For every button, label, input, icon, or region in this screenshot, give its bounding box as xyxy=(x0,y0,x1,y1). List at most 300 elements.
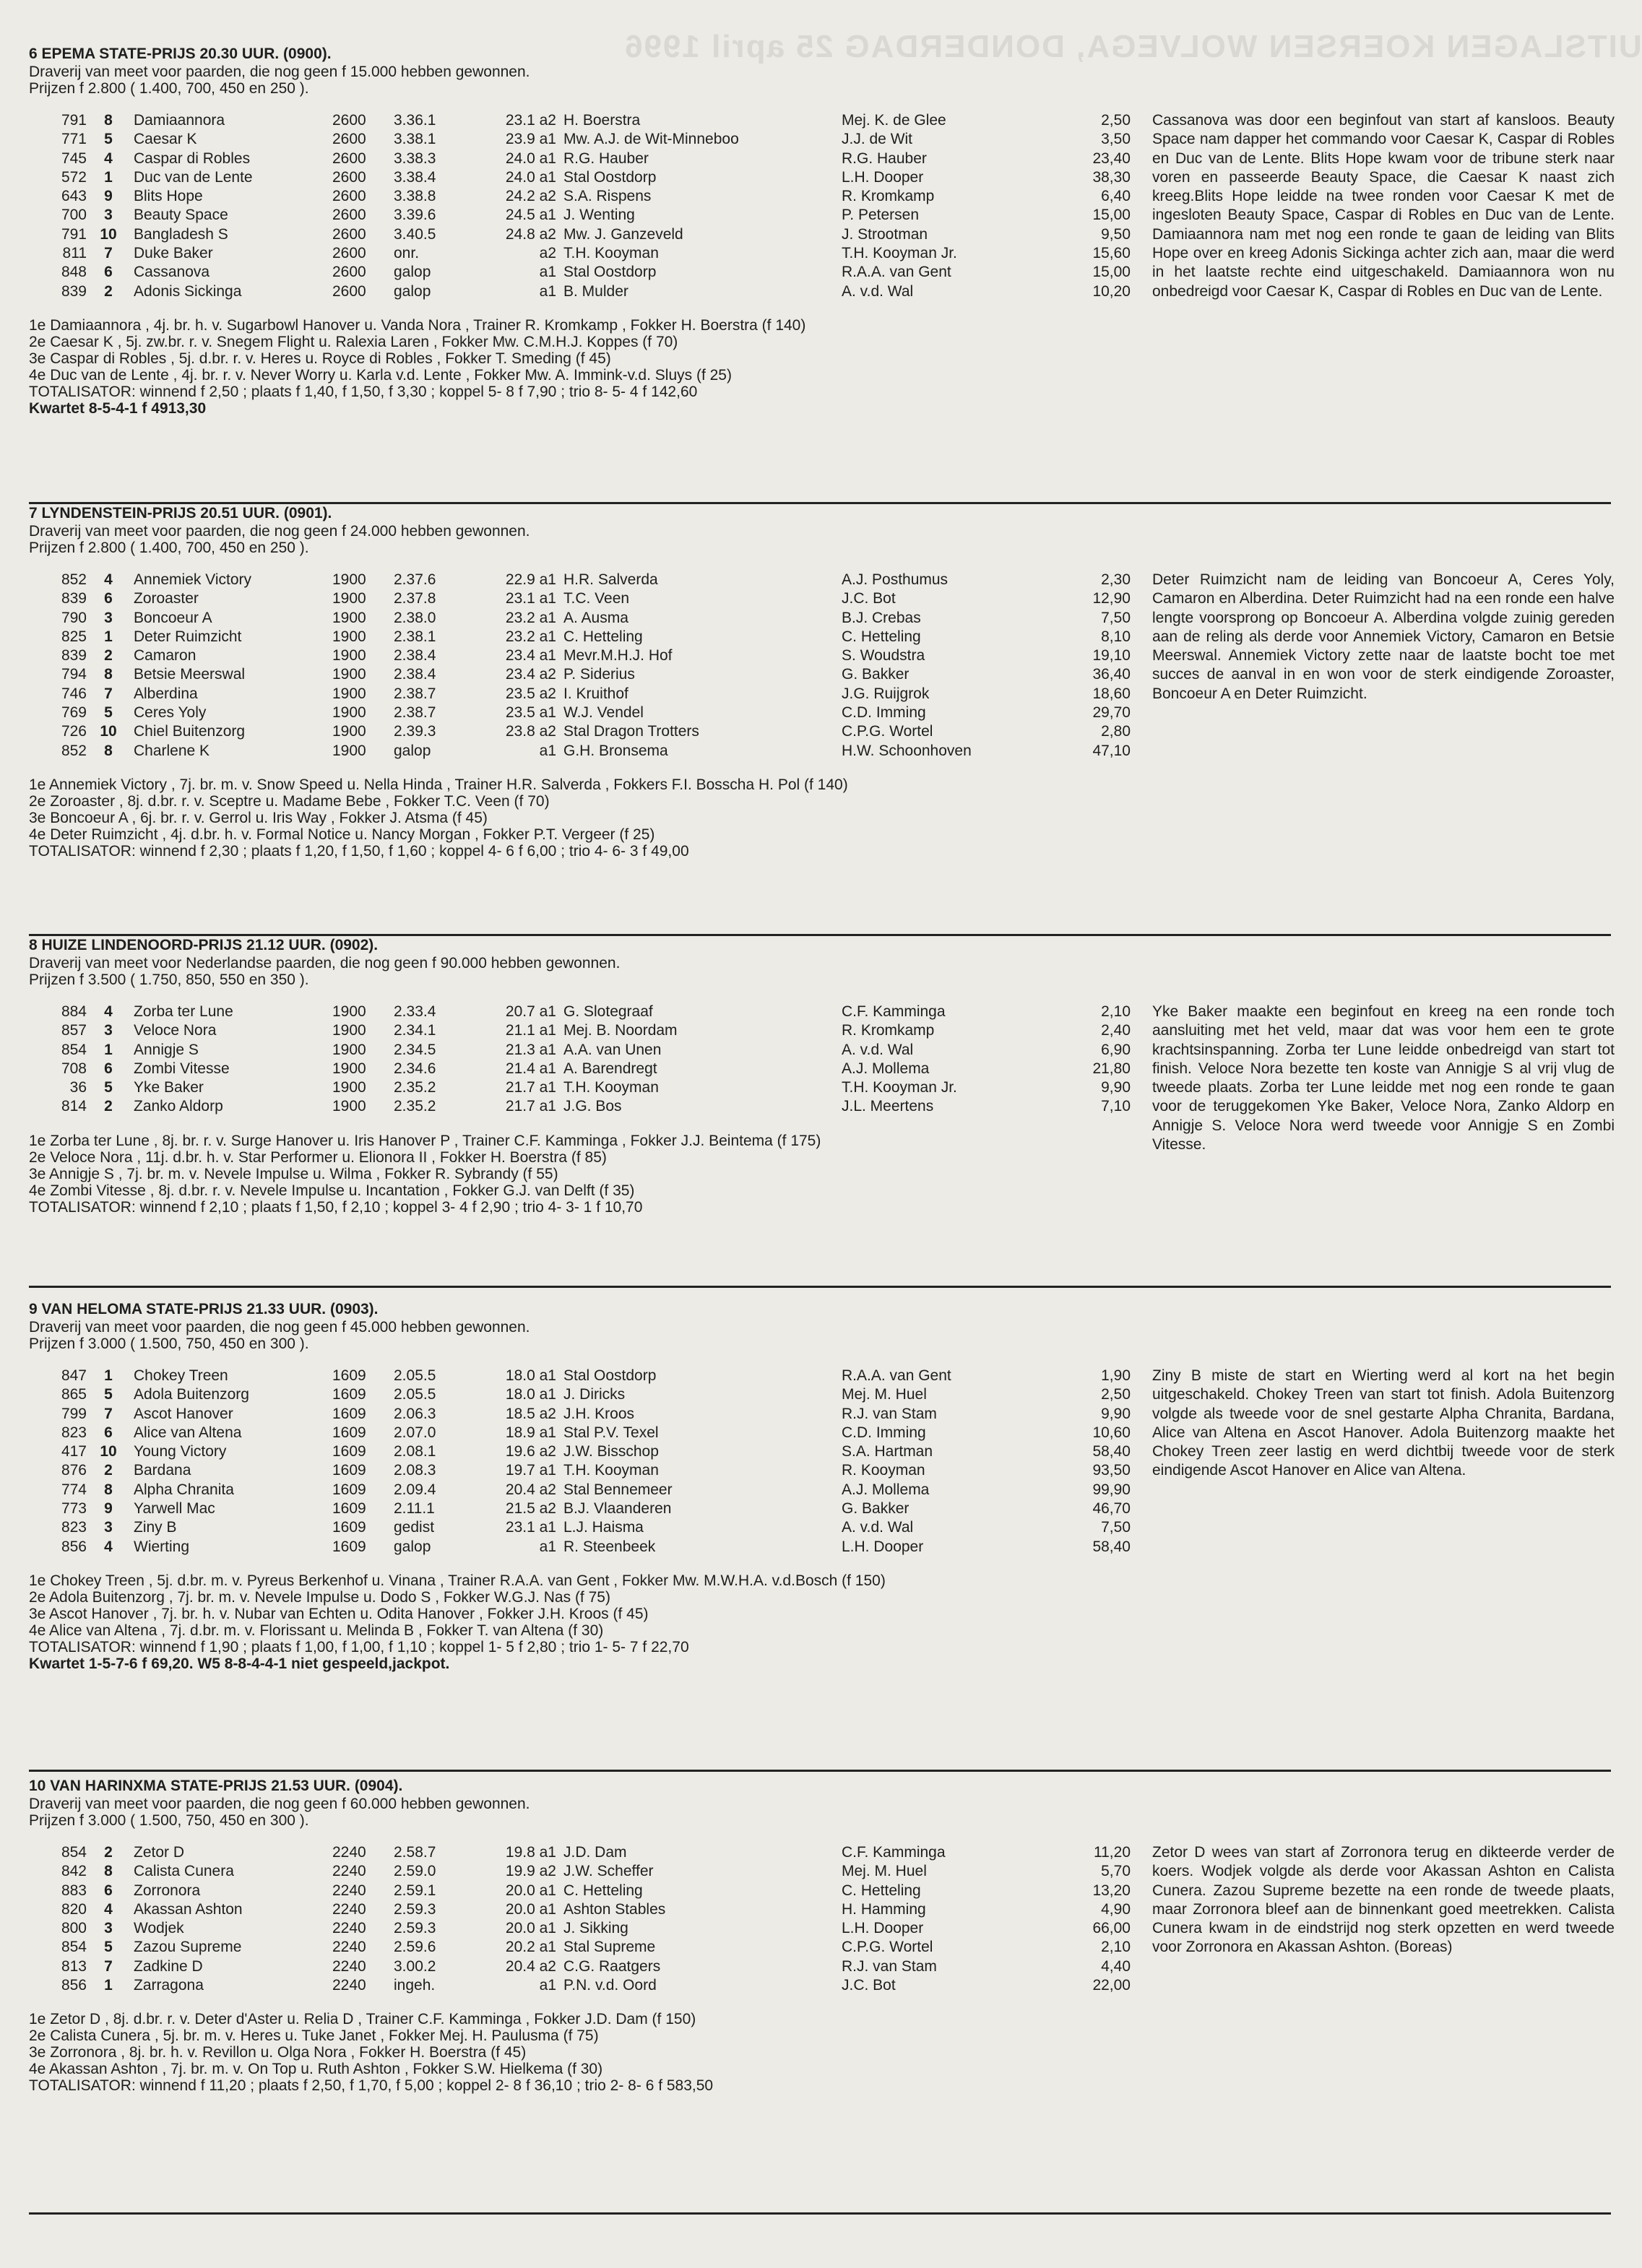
distance: 1609 xyxy=(332,1443,366,1460)
owner: L.J. Haisma xyxy=(563,1519,644,1536)
bleed-through-heading: UITSLAGEN KOERSEN WOLVEGA, DONDERDAG 25 april 1996 xyxy=(623,29,1642,64)
start-number: 5 xyxy=(104,1079,113,1096)
form-number: 745 xyxy=(61,150,87,167)
form-number: 773 xyxy=(61,1500,87,1518)
form-number: 700 xyxy=(61,207,87,224)
form-number: 799 xyxy=(61,1405,87,1422)
km-time: 21.7 a1 xyxy=(505,1098,556,1115)
start-number: 6 xyxy=(104,1882,113,1899)
placing-line: 1e Annemiek Victory , 7j. br. m. v. Snow Speed u. Nella Hinda , Trainer H.R. Salverda , Fokkers F.I. Bosscha H. Pol (f 140) xyxy=(29,776,848,793)
driver: J. Strootman xyxy=(842,225,928,243)
horse-name: Beauty Space xyxy=(134,207,228,224)
driver: T.H. Kooyman Jr. xyxy=(842,245,957,262)
start-number: 6 xyxy=(104,264,113,281)
odds: 38,30 xyxy=(1092,168,1131,186)
odds: 36,40 xyxy=(1092,666,1131,683)
driver: A. v.d. Wal xyxy=(842,282,914,300)
results-table xyxy=(29,111,1618,301)
odds: 10,20 xyxy=(1092,282,1131,300)
km-time: a1 xyxy=(539,264,556,281)
odds: 9,90 xyxy=(1101,1405,1131,1422)
placing-line: 2e Adola Buitenzorg , 7j. br. m. v. Nevele Impulse u. Dodo S , Fokker W.G.J. Nas (f 75) xyxy=(29,1588,610,1606)
section-divider xyxy=(29,2212,1611,2215)
placing-line: 2e Zoroaster , 8j. d.br. r. v. Sceptre u. Madame Bebe , Fokker T.C. Veen (f 70) xyxy=(29,792,550,810)
table-row xyxy=(29,1538,1618,1557)
table-row xyxy=(29,1957,1618,1976)
km-time: 24.0 a1 xyxy=(505,150,556,167)
owner: Ashton Stables xyxy=(563,1900,666,1918)
horse-name: Bangladesh S xyxy=(134,225,228,243)
km-time: 21.1 a1 xyxy=(505,1022,556,1039)
pedigree-block xyxy=(29,2011,1618,2094)
km-time: 22.9 a1 xyxy=(505,571,556,588)
km-time: 18.0 a1 xyxy=(505,1367,556,1384)
odds: 46,70 xyxy=(1092,1500,1131,1518)
driver: C.P.G. Wortel xyxy=(842,723,933,740)
totalisator-line: TOTALISATOR: winnend f 2,50 ; plaats f 1,40, f 1,50, f 3,30 ; koppel 5- 8 f 7,90 ; trio 8- 5- 4 f 142,60 xyxy=(29,383,698,400)
odds: 58,40 xyxy=(1092,1538,1131,1555)
km-time: 23.5 a1 xyxy=(505,704,556,722)
horse-name: Zadkine D xyxy=(134,1957,203,1975)
km-time: 18.5 a2 xyxy=(505,1405,556,1422)
finish-time: 3.38.1 xyxy=(394,131,436,148)
owner: J. Diricks xyxy=(563,1386,626,1403)
distance: 1900 xyxy=(332,742,366,759)
odds: 19,10 xyxy=(1092,647,1131,665)
driver: J.C. Bot xyxy=(842,1977,896,1994)
odds: 7,10 xyxy=(1101,1098,1131,1115)
horse-name: Alpha Chranita xyxy=(134,1481,234,1498)
form-number: 726 xyxy=(61,723,87,740)
pedigree-block xyxy=(29,317,1618,417)
horse-name: Alice van Altena xyxy=(134,1424,242,1441)
start-number: 4 xyxy=(104,150,113,167)
distance: 1609 xyxy=(332,1367,366,1384)
finish-time: 3.38.3 xyxy=(394,150,436,167)
distance: 2240 xyxy=(332,1900,366,1918)
placing-line: 1e Zorba ter Lune , 8j. br. r. v. Surge Hanover u. Iris Hanover P , Trainer C.F. Kamminga , Fokker J.J. Beintema (f 175) xyxy=(29,1132,821,1149)
placing-line: 3e Caspar di Robles , 5j. d.br. r. v. Heres u. Royce di Robles , Fokker T. Smeding (f 45) xyxy=(29,350,611,367)
horse-name: Yarwell Mac xyxy=(134,1500,215,1518)
distance: 1609 xyxy=(332,1386,366,1403)
finish-time: 2.33.4 xyxy=(394,1003,436,1020)
odds: 2,30 xyxy=(1101,571,1131,588)
finish-time: 2.08.3 xyxy=(394,1462,436,1479)
placing-line: 3e Zorronora , 8j. br. h. v. Revillon u. Olga Nora , Fokker H. Boerstra (f 45) xyxy=(29,2044,527,2061)
finish-time: 2.38.7 xyxy=(394,685,436,702)
start-number: 1 xyxy=(104,628,113,645)
driver: R.J. van Stam xyxy=(842,1405,937,1422)
finish-time: 2.34.1 xyxy=(394,1022,436,1039)
odds: 3,50 xyxy=(1101,131,1131,148)
distance: 1900 xyxy=(332,723,366,740)
driver: G. Bakker xyxy=(842,666,909,683)
owner: J. Sikking xyxy=(563,1920,628,1937)
owner: Stal Supreme xyxy=(563,1939,656,1956)
distance: 2600 xyxy=(332,112,366,129)
driver: S.A. Hartman xyxy=(842,1443,933,1460)
odds: 11,20 xyxy=(1094,1844,1131,1861)
odds: 15,00 xyxy=(1092,207,1131,224)
horse-name: Chokey Treen xyxy=(134,1367,228,1384)
totalisator-line: TOTALISATOR: winnend f 2,30 ; plaats f 1,20, f 1,50, f 1,60 ; koppel 4- 6 f 6,00 ; trio 4- 6- 3 f 49,00 xyxy=(29,842,689,860)
race-conditions: Draverij van meet voor paarden, die nog geen f 45.000 hebben gewonnen. xyxy=(29,1319,530,1336)
distance: 1609 xyxy=(332,1519,366,1536)
km-time: 21.4 a1 xyxy=(505,1060,556,1077)
driver: G. Bakker xyxy=(842,1500,909,1518)
driver: A.J. Mollema xyxy=(842,1060,930,1077)
km-time: 23.4 a2 xyxy=(505,666,556,683)
km-time: 23.4 a1 xyxy=(505,647,556,665)
finish-time: 3.38.8 xyxy=(394,188,436,205)
results-table xyxy=(29,1843,1618,1995)
start-number: 3 xyxy=(104,1022,113,1039)
horse-name: Young Victory xyxy=(134,1443,227,1460)
odds: 2,10 xyxy=(1101,1939,1131,1956)
horse-name: Alberdina xyxy=(134,685,198,702)
race-prizes: Prijzen f 3.500 ( 1.750, 850, 550 en 350 ). xyxy=(29,971,309,988)
driver: A. v.d. Wal xyxy=(842,1041,914,1058)
start-number: 6 xyxy=(104,1424,113,1441)
owner: J.G. Bos xyxy=(563,1098,622,1115)
finish-time: 2.59.6 xyxy=(394,1939,436,1956)
section-divider xyxy=(29,1286,1611,1288)
start-number: 4 xyxy=(104,1538,113,1555)
horse-name: Zoroaster xyxy=(134,590,199,607)
owner: S.A. Rispens xyxy=(563,188,652,205)
km-time: a1 xyxy=(539,282,556,300)
odds: 8,10 xyxy=(1101,628,1131,645)
distance: 1609 xyxy=(332,1405,366,1422)
owner: A. Ausma xyxy=(563,609,628,626)
horse-name: Bardana xyxy=(134,1462,191,1479)
table-row xyxy=(29,722,1618,741)
odds: 4,90 xyxy=(1101,1900,1131,1918)
distance: 1900 xyxy=(332,1098,366,1115)
distance: 1900 xyxy=(332,666,366,683)
km-time: 21.5 a2 xyxy=(505,1500,556,1518)
horse-name: Adonis Sickinga xyxy=(134,282,242,300)
distance: 2600 xyxy=(332,207,366,224)
driver: A. v.d. Wal xyxy=(842,1519,914,1536)
horse-name: Blits Hope xyxy=(134,188,203,205)
start-number: 5 xyxy=(104,131,113,148)
finish-time: 2.37.8 xyxy=(394,590,436,607)
kwartet-line: Kwartet 1-5-7-6 f 69,20. W5 8-8-4-4-1 niet gespeeld,jackpot. xyxy=(29,1655,450,1672)
results-table xyxy=(29,1367,1618,1557)
start-number: 8 xyxy=(104,1863,113,1880)
odds: 2,10 xyxy=(1101,1003,1131,1020)
distance: 1900 xyxy=(332,1022,366,1039)
placing-line: 1e Zetor D , 8j. d.br. r. v. Deter d'Aster u. Relia D , Trainer C.F. Kamminga , Fokker J.D. Dam (f 150) xyxy=(29,2011,696,2028)
form-number: 769 xyxy=(61,704,87,722)
km-time: 20.4 a2 xyxy=(505,1957,556,1975)
start-number: 3 xyxy=(104,1519,113,1536)
start-number: 2 xyxy=(104,1844,113,1861)
finish-time: 2.38.7 xyxy=(394,704,436,722)
distance: 1900 xyxy=(332,1003,366,1020)
start-number: 3 xyxy=(104,1920,113,1937)
odds: 23,40 xyxy=(1092,150,1131,167)
owner: J.H. Kroos xyxy=(563,1405,635,1422)
finish-time: galop xyxy=(394,282,431,300)
form-number: 852 xyxy=(61,742,87,759)
km-time: 19.6 a2 xyxy=(505,1443,556,1460)
odds: 58,40 xyxy=(1092,1443,1131,1460)
start-number: 10 xyxy=(100,1443,117,1460)
horse-name: Zorronora xyxy=(134,1882,201,1899)
km-time: 20.0 a1 xyxy=(505,1882,556,1899)
owner: C. Hetteling xyxy=(563,1882,643,1899)
start-number: 5 xyxy=(104,1386,113,1403)
odds: 29,70 xyxy=(1092,704,1131,722)
finish-time: 2.08.1 xyxy=(394,1443,436,1460)
form-number: 847 xyxy=(61,1367,87,1384)
km-time: 19.9 a2 xyxy=(505,1863,556,1880)
race-conditions: Draverij van meet voor paarden, die nog geen f 60.000 hebben gewonnen. xyxy=(29,1796,530,1812)
odds: 1,90 xyxy=(1101,1367,1131,1384)
form-number: 865 xyxy=(61,1386,87,1403)
form-number: 791 xyxy=(61,225,87,243)
owner: G. Slotegraaf xyxy=(563,1003,653,1020)
form-number: 800 xyxy=(61,1920,87,1937)
horse-name: Caesar K xyxy=(134,131,197,148)
km-time: 18.0 a1 xyxy=(505,1386,556,1403)
start-number: 6 xyxy=(104,590,113,607)
driver: B.J. Crebas xyxy=(842,609,921,626)
owner: Mej. B. Noordam xyxy=(563,1022,678,1039)
odds: 5,70 xyxy=(1101,1863,1131,1880)
driver: R. Kooyman xyxy=(842,1462,925,1479)
km-time: 23.5 a2 xyxy=(505,685,556,702)
horse-name: Camaron xyxy=(134,647,196,665)
km-time: 24.5 a1 xyxy=(505,207,556,224)
finish-time: 2.06.3 xyxy=(394,1405,436,1422)
distance: 2240 xyxy=(332,1882,366,1899)
distance: 1609 xyxy=(332,1424,366,1441)
form-number: 854 xyxy=(61,1844,87,1861)
table-row xyxy=(29,704,1618,722)
km-time: 21.3 a1 xyxy=(505,1041,556,1058)
horse-name: Betsie Meerswal xyxy=(134,666,246,683)
odds: 2,40 xyxy=(1101,1022,1131,1039)
finish-time: 2.38.4 xyxy=(394,666,436,683)
driver: H.W. Schoonhoven xyxy=(842,742,972,759)
start-number: 4 xyxy=(104,571,113,588)
finish-time: 2.59.1 xyxy=(394,1882,436,1899)
horse-name: Charlene K xyxy=(134,742,210,759)
finish-time: 3.40.5 xyxy=(394,225,436,243)
race-prizes: Prijzen f 3.000 ( 1.500, 750, 450 en 300 ). xyxy=(29,1812,309,1829)
form-number: 813 xyxy=(61,1957,87,1975)
driver: R.J. van Stam xyxy=(842,1957,937,1975)
distance: 1900 xyxy=(332,647,366,665)
start-number: 7 xyxy=(104,1957,113,1975)
distance: 2600 xyxy=(332,131,366,148)
horse-name: Zorba ter Lune xyxy=(134,1003,233,1020)
start-number: 5 xyxy=(104,1939,113,1956)
finish-time: onr. xyxy=(394,245,420,262)
form-number: 643 xyxy=(61,188,87,205)
finish-time: 3.36.1 xyxy=(394,112,436,129)
distance: 1900 xyxy=(332,590,366,607)
horse-name: Yke Baker xyxy=(134,1079,204,1096)
distance: 1900 xyxy=(332,609,366,626)
driver: P. Petersen xyxy=(842,207,920,224)
form-number: 839 xyxy=(61,282,87,300)
start-number: 1 xyxy=(104,1977,113,1994)
driver: A.J. Mollema xyxy=(842,1481,930,1498)
start-number: 10 xyxy=(100,225,117,243)
finish-time: 2.38.0 xyxy=(394,609,436,626)
race-prizes: Prijzen f 3.000 ( 1.500, 750, 450 en 300 ). xyxy=(29,1336,309,1352)
form-number: 854 xyxy=(61,1041,87,1058)
placing-line: 4e Zombi Vitesse , 8j. d.br. r. v. Nevele Impulse u. Incantation , Fokker G.J. van Delft (f 35) xyxy=(29,1182,635,1199)
distance: 2600 xyxy=(332,245,366,262)
race-7 xyxy=(29,504,1618,860)
driver: J.G. Ruijgrok xyxy=(842,685,930,702)
km-time: 20.7 a1 xyxy=(505,1003,556,1020)
owner: T.C. Veen xyxy=(563,590,630,607)
finish-time: 2.38.4 xyxy=(394,647,436,665)
race-report: Yke Baker maakte een beginfout en kreeg na een ronde toch aansluiting met het veld, maar dat was voor hem een te grote krachtsinspanning. Zorba ter Lune leidde onbedreigd van start tot finish. Veloce Nora bezette ten koste van Annigje S al vrij vlug de tweede plaats. Zorba ter Lune leidde met nog een ronde te gaan voor de teruggekomen Yke Baker, Veloce Nora, Zanko Aldorp en Annigje S. Veloce Nora werd tweede voor Annigje S en Zombi Vitesse. xyxy=(1152,1003,1615,1154)
driver: L.H. Dooper xyxy=(842,1538,924,1555)
distance: 1609 xyxy=(332,1538,366,1555)
form-number: 839 xyxy=(61,590,87,607)
start-number: 1 xyxy=(104,168,113,186)
race-title: 7 LYNDENSTEIN-PRIJS 20.51 UUR. (0901). xyxy=(29,505,332,521)
start-number: 9 xyxy=(104,1500,113,1518)
finish-time: 2.34.5 xyxy=(394,1041,436,1058)
driver: H. Hamming xyxy=(842,1900,926,1918)
race-10 xyxy=(29,1777,1618,2094)
owner: T.H. Kooyman xyxy=(563,1462,659,1479)
owner: R.G. Hauber xyxy=(563,150,649,167)
start-number: 2 xyxy=(104,1098,113,1115)
km-time: 24.0 a1 xyxy=(505,168,556,186)
race-prizes: Prijzen f 2.800 ( 1.400, 700, 450 en 250 ). xyxy=(29,540,309,556)
placing-line: 4e Alice van Altena , 7j. d.br. m. v. Florissant u. Melinda B , Fokker T. van Altena (f 30) xyxy=(29,1622,604,1639)
start-number: 9 xyxy=(104,188,113,205)
form-number: 823 xyxy=(61,1519,87,1536)
distance: 1900 xyxy=(332,571,366,588)
start-number: 3 xyxy=(104,609,113,626)
odds: 18,60 xyxy=(1092,685,1131,702)
owner: Stal P.V. Texel xyxy=(563,1424,659,1441)
race-report: Cassanova was door een beginfout van start af kansloos. Beauty Space nam dapper het commando voor Caesar K, Caspar di Robles en Duc van de Lente. Blits Hope kwam voor de tribune sterk naar voren en passeerde Beauty Space, die Caesar K naast zich kreeg.Blits Hope leidde na twee ronden voor Caesar K met de ingesloten Beauty Space, Caspar di Robles en Duc van de Lente. Damiaannora nam met nog een ronde te gaan de leiding van Blits Hope over en kreeg Adonis Sickinga achter zich aan, maar die werd in het laatste rechte eind uitgeschakeld. Damiaannora won nu onbedreigd voor Caesar K, Caspar di Robles en Duc van de Lente. xyxy=(1152,112,1615,300)
distance: 2240 xyxy=(332,1863,366,1880)
owner: H. Boerstra xyxy=(563,112,641,129)
distance: 1609 xyxy=(332,1500,366,1518)
owner: R. Steenbeek xyxy=(563,1538,656,1555)
finish-time: galop xyxy=(394,742,431,759)
km-time: 19.7 a1 xyxy=(505,1462,556,1479)
km-time: a2 xyxy=(539,245,556,262)
km-time: a1 xyxy=(539,1538,556,1555)
form-number: 794 xyxy=(61,666,87,683)
horse-name: Duke Baker xyxy=(134,245,213,262)
owner: J.W. Bisschop xyxy=(563,1443,659,1460)
km-time: a1 xyxy=(539,742,556,759)
finish-time: galop xyxy=(394,1538,431,1555)
horse-name: Damiaannora xyxy=(134,112,225,129)
distance: 2600 xyxy=(332,168,366,186)
km-time: 23.8 a2 xyxy=(505,723,556,740)
race-report: Zetor D wees van start af Zorronora terug en dikteerde verder de koers. Wodjek volgde als derde voor Akassan Ashton en Calista Cunera. Zazou Supreme bezette na een ronde de tweede plaats, maar Zorronora bleef aan de binnenkant goed meetrekken. Calista Cunera kwam in de eindstrijd nog sterk opzetten en werd tweede voor Zorronora en Akassan Ashton. (Boreas) xyxy=(1152,1844,1615,1956)
totalisator-line: TOTALISATOR: winnend f 2,10 ; plaats f 1,50, f 2,10 ; koppel 3- 4 f 2,90 ; trio 4- 3- 1 f 10,70 xyxy=(29,1198,643,1216)
driver: C.P.G. Wortel xyxy=(842,1939,933,1956)
results-table xyxy=(29,571,1618,761)
start-number: 5 xyxy=(104,704,113,722)
km-time: 20.4 a2 xyxy=(505,1481,556,1498)
finish-time: 2.39.3 xyxy=(394,723,436,740)
finish-time: 3.00.2 xyxy=(394,1957,436,1975)
totalisator-line: TOTALISATOR: winnend f 1,90 ; plaats f 1,00, f 1,00, f 1,10 ; koppel 1- 5 f 2,80 ; trio 1- 5- 7 f 22,70 xyxy=(29,1638,689,1655)
horse-name: Zazou Supreme xyxy=(134,1939,242,1956)
start-number: 1 xyxy=(104,1367,113,1384)
odds: 93,50 xyxy=(1092,1462,1131,1479)
start-number: 4 xyxy=(104,1900,113,1918)
form-number: 790 xyxy=(61,609,87,626)
race-9 xyxy=(29,1300,1618,1672)
placing-line: 2e Caesar K , 5j. zw.br. r. v. Snegem Flight u. Ralexia Laren , Fokker Mw. C.M.H.J. Koppes (f 70) xyxy=(29,333,678,350)
start-number: 8 xyxy=(104,666,113,683)
odds: 2,80 xyxy=(1101,723,1131,740)
km-time: 23.1 a1 xyxy=(505,590,556,607)
horse-name: Adola Buitenzorg xyxy=(134,1386,249,1403)
form-number: 842 xyxy=(61,1863,87,1880)
horse-name: Calista Cunera xyxy=(134,1863,234,1880)
placing-line: 1e Damiaannora , 4j. br. h. v. Sugarbowl Hanover u. Vanda Nora , Trainer R. Kromkamp , Fokker H. Boerstra (f 140) xyxy=(29,316,806,334)
driver: L.H. Dooper xyxy=(842,1920,924,1937)
owner: J. Wenting xyxy=(563,207,635,224)
race-title: 6 EPEMA STATE-PRIJS 20.30 UUR. (0900). xyxy=(29,46,332,62)
odds: 47,10 xyxy=(1092,742,1131,759)
owner: Stal Dragon Trotters xyxy=(563,723,699,740)
horse-name: Veloce Nora xyxy=(134,1022,217,1039)
horse-name: Annigje S xyxy=(134,1041,199,1058)
owner: Stal Oostdorp xyxy=(563,168,657,186)
totalisator-line: TOTALISATOR: winnend f 11,20 ; plaats f 2,50, f 1,70, f 5,00 ; koppel 2- 8 f 36,10 ; trio 2- 8- 6 f 583,50 xyxy=(29,2077,714,2095)
horse-name: Duc van de Lente xyxy=(134,168,253,186)
form-number: 823 xyxy=(61,1424,87,1441)
distance: 1609 xyxy=(332,1462,366,1479)
race-conditions: Draverij van meet voor paarden, die nog geen f 15.000 hebben gewonnen. xyxy=(29,64,530,80)
horse-name: Wierting xyxy=(134,1538,190,1555)
start-number: 10 xyxy=(100,723,117,740)
driver: J.L. Meertens xyxy=(842,1098,934,1115)
km-time: 21.7 a1 xyxy=(505,1079,556,1096)
finish-time: 2.58.7 xyxy=(394,1844,436,1861)
driver: C.D. Imming xyxy=(842,1424,926,1441)
distance: 2240 xyxy=(332,1844,366,1861)
owner: Stal Bennemeer xyxy=(563,1481,673,1498)
race-8 xyxy=(29,936,1618,1216)
driver: Mej. K. de Glee xyxy=(842,112,946,129)
owner: A.A. van Unen xyxy=(563,1041,662,1058)
placing-line: 3e Ascot Hanover , 7j. br. h. v. Nubar van Echten u. Odita Hanover , Fokker J.H. Kroos (f 45) xyxy=(29,1605,649,1622)
finish-time: 2.59.3 xyxy=(394,1920,436,1937)
distance: 2240 xyxy=(332,1939,366,1956)
form-number: 854 xyxy=(61,1939,87,1956)
form-number: 884 xyxy=(61,1003,87,1020)
form-number: 774 xyxy=(61,1481,87,1498)
finish-time: 3.39.6 xyxy=(394,207,436,224)
race-title: 8 HUIZE LINDENOORD-PRIJS 21.12 UUR. (0902). xyxy=(29,937,379,953)
form-number: 746 xyxy=(61,685,87,702)
km-time: 23.1 a1 xyxy=(505,1519,556,1536)
km-time: 20.0 a1 xyxy=(505,1900,556,1918)
